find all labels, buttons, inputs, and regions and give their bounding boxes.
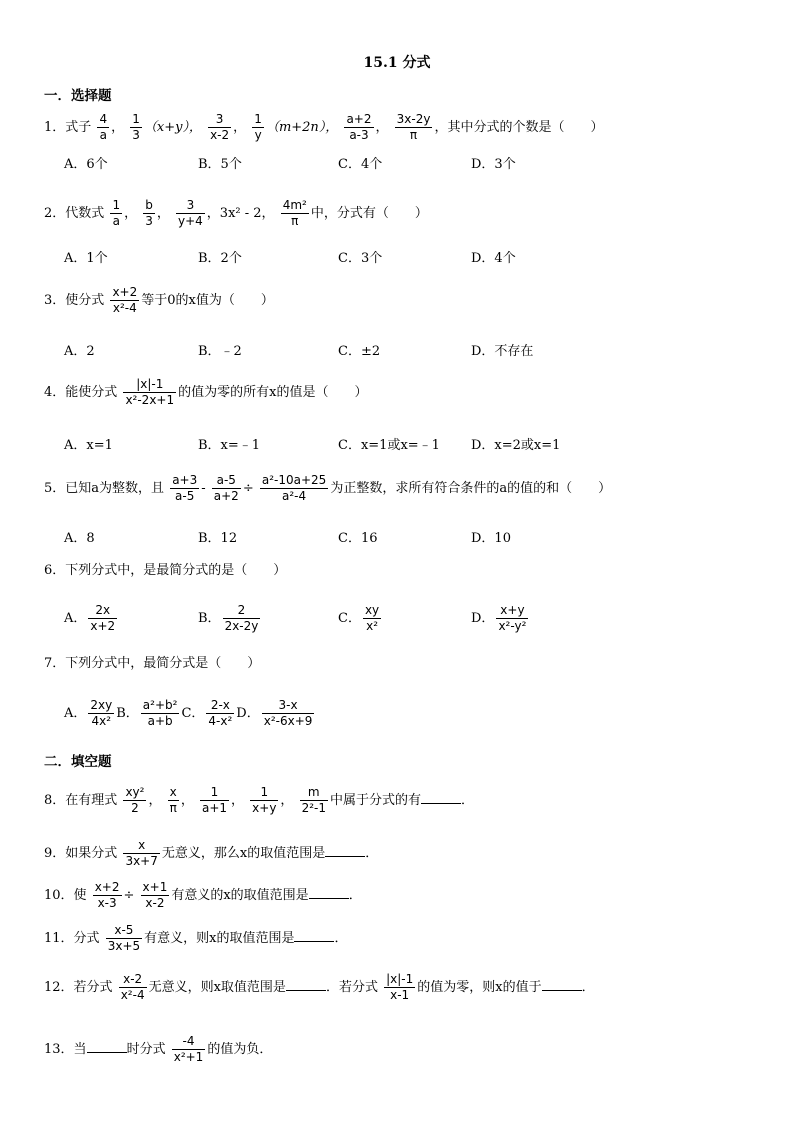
q5-fraction-2: $\frac{a-5}{a+2}$ — [213, 473, 239, 503]
q7-options — [64, 698, 764, 732]
question-5: 5．已知a为整数，且 $\frac{a+3}{a-5}$ - $\frac{a-5}{a+2}$ ÷ $\frac{\text{a²-10a+25}}{\text{a²-4}}$ 为正整数，求所有符合条件的a的值的和（ ） — [44, 473, 612, 503]
q1-fraction-1: $\frac{4}{a}$ — [99, 112, 108, 142]
q13-answer-blank[interactable] — [87, 1040, 127, 1053]
q6-option-c: C． $\frac{xy}{\text{x²}}$ — [338, 603, 380, 633]
q1-option-b: B．5个 — [198, 157, 242, 172]
q1-options — [64, 154, 764, 176]
section-choice-heading: 一．选择题 — [44, 88, 112, 104]
q1-suffix: ，其中分式的个数是（ ） — [434, 120, 604, 135]
q5-options: A．8 B．12 C．16 D．10 — [64, 531, 511, 546]
q1-fraction-4: $\frac{1}{y}$ — [254, 112, 262, 142]
q2-fraction-3: $\frac{3}{y+4}$ — [178, 198, 203, 228]
q1-fraction-6: $\frac{3x-2y}{\pi}$ — [396, 112, 431, 142]
q10-answer-blank[interactable] — [309, 886, 349, 899]
q3-options: A．2 B．﹣2 C．±2 D．不存在 — [64, 344, 534, 359]
q1-option-c: C．4个 — [338, 157, 383, 172]
question-9: 9．如果分式 $\frac{x}{3x+7}$ 无意义，那么x的取值范围是 ． — [44, 838, 379, 868]
question-3: 3．使分式 $\frac{x+2}{\text{x²-4}}$ 等于0的x值为（ ） — [44, 285, 274, 315]
page-title: 15.1 分式 — [363, 55, 431, 71]
q2-fraction-2: $\frac{b}{3}$ — [145, 198, 153, 228]
q2-fraction-4: $\frac{\text{4m²}}{\pi}$ — [282, 198, 307, 228]
q4-fraction: $\frac{|x|-1}{\text{x²-2x+1}}$ — [125, 377, 175, 407]
q11-answer-blank[interactable] — [294, 929, 334, 942]
q3-fraction: $\frac{x+2}{\text{x²-4}}$ — [112, 285, 138, 315]
q2-options: A．1个 B．2个 C．3个 D．4个 — [64, 251, 516, 266]
q1-fraction-3: $\frac{3}{x-2}$ — [210, 112, 230, 142]
q8-answer-blank[interactable] — [421, 791, 461, 804]
section-fill-heading: 二．填空题 — [44, 754, 112, 770]
q6-option-b: B． $\frac{2}{2x-2y}$ — [198, 603, 259, 633]
q12-answer-blank-1[interactable] — [286, 978, 326, 991]
q12-answer-blank-2[interactable] — [542, 978, 582, 991]
question-2: 2．代数式 $\frac{1}{a}$ ， $\frac{b}{3}$ ， $\frac{3}{y+4}$ ，3x² - 2， $\frac{\text{4m²}}{\pi}$ 中，分式有（ ） — [44, 198, 428, 228]
q5-fraction-3: $\frac{\text{a²-10a+25}}{\text{a²-4}}$ — [261, 473, 327, 503]
q1-prefix: 式子 — [65, 120, 92, 135]
question-4: 4．能使分式 $\frac{|x|-1}{\text{x²-2x+1}}$ 的值为零的所有x的值是（ ） — [44, 377, 368, 407]
q1-fraction-5: $\frac{a+2}{a-3}$ — [346, 112, 372, 142]
question-6: 6．下列分式中，是最简分式的是（ ） — [44, 563, 287, 578]
q4-options: A．x=1 B．x=﹣1 C．x=1或x=﹣1 D．x=2或x=1 — [64, 438, 561, 453]
q1-option-a: A．6个 — [64, 157, 108, 172]
question-13: 13．当 时分式 $\frac{-4}{\text{x²+1}}$ 的值为负． — [44, 1034, 273, 1064]
q5-fraction-1: $\frac{a+3}{a-5}$ — [172, 473, 198, 503]
question-10: 10．使 $\frac{x+2}{x-3}$ ÷ $\frac{x+1}{x-2}$ 有意义的x的取值范围是 ． — [44, 880, 362, 910]
q1-option-d: D．3个 — [471, 157, 516, 172]
q7-options-inline: A． $\frac{2xy}{\text{4x²}}$ B． $\frac{\text{a²+b²}}{a+b}$ C． $\frac{2-x}{\text{4-x²}}$ D． $\frac{3-x}{\text{x²-6x+9}}$ — [64, 698, 313, 728]
question-7: 7．下列分式中，最简分式是（ ） — [44, 656, 261, 671]
q6-options — [64, 603, 764, 637]
q1-fraction-2: $\frac{1}{3}$ — [132, 112, 140, 142]
question-1: 1．式子 $\frac{4}{a}$ ， $\frac{1}{3}$ （x+y）， $\frac{3}{x-2}$ ， $\frac{1}{y}$ （m+2n）， $\frac{a+2}{a-3}$ ， $\frac{3x-2y}{\pi}$ ，其中分式的个数是（ ） — [44, 112, 604, 142]
q6-option-d: D． $\frac{x+y}{\text{x²-y²}}$ — [471, 603, 527, 633]
question-12: 12．若分式 $\frac{x-2}{\text{x²-4}}$ 无意义，则x取值范围是 ．若分式 $\frac{|x|-1}{x-1}$ 的值为零，则x的值于 ． — [44, 972, 595, 1002]
q9-answer-blank[interactable] — [325, 844, 365, 857]
question-8: 8．在有理式 $\frac{\text{xy²}}{2}$ ， $\frac{x}{\pi}$ ， $\frac{1}{a+1}$ ， $\frac{1}{x+y}$ ， $\frac{m}{\text{2²-1}}$ 中属于分式的有 ． — [44, 785, 475, 815]
q2-fraction-1: $\frac{1}{a}$ — [112, 198, 121, 228]
q6-option-a: A． $\frac{2x}{x+2}$ — [64, 603, 116, 633]
q1-number: 1． — [44, 120, 66, 135]
question-11: 11．分式 $\frac{x-5}{3x+5}$ 有意义，则x的取值范围是 ． — [44, 923, 348, 953]
